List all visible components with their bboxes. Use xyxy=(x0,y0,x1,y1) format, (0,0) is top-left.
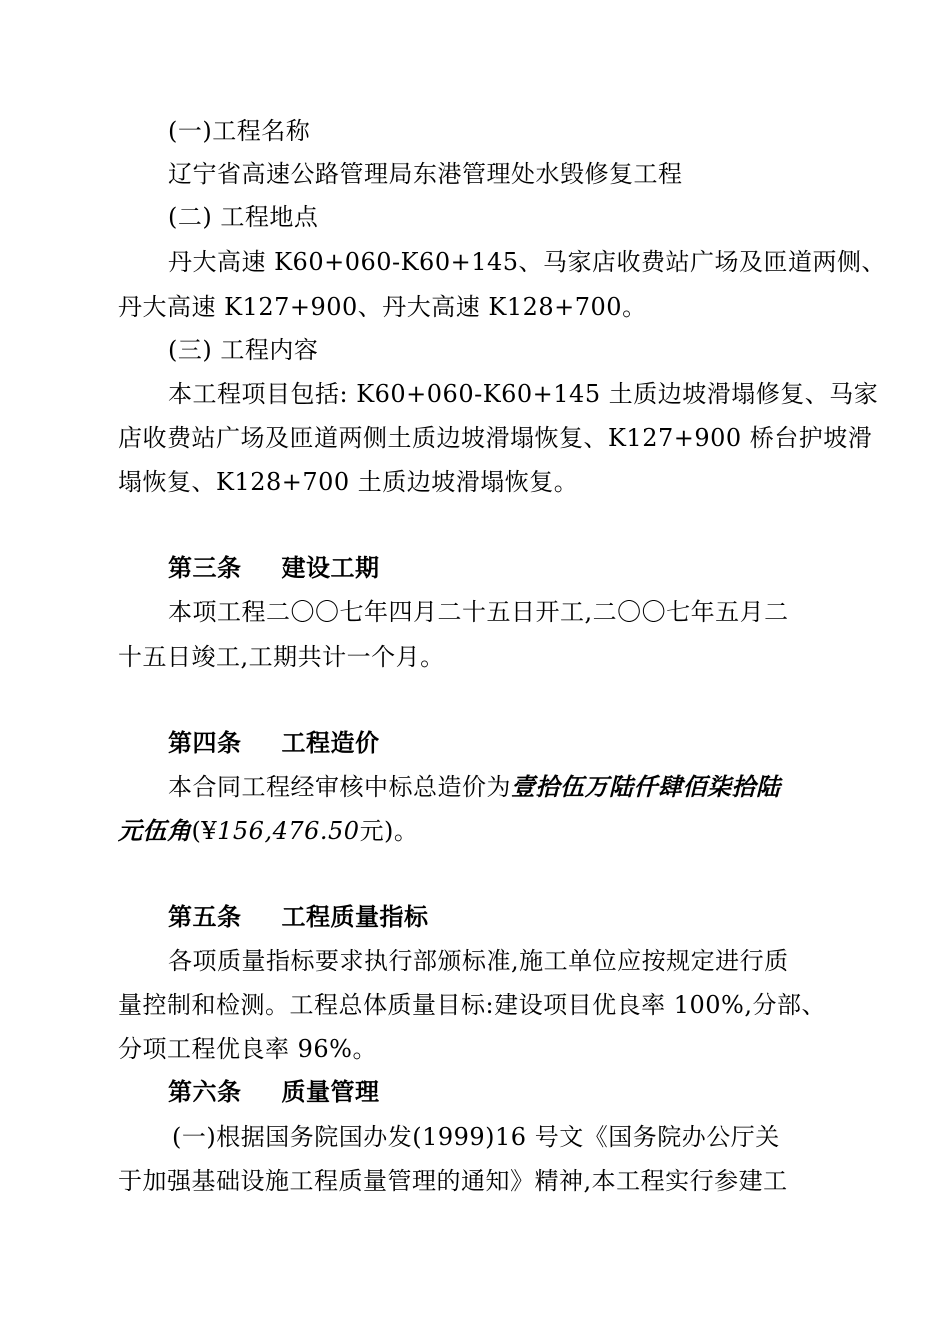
article-6-heading xyxy=(168,1075,380,1109)
section-heading-project-name: (一)工程名称 xyxy=(168,117,311,145)
article-6-line-2: 于加强基础设施工程质量管理的通知》精神,本工程实行参建工 xyxy=(118,1167,788,1195)
amount-open: (¥ xyxy=(191,817,218,845)
project-name-text: 辽宁省高速公路管理局东港管理处水毁修复工程 xyxy=(168,160,683,188)
article-6-line-1: (一)根据国务院国办发(1999)16 号文《国务院办公厅关 xyxy=(172,1123,780,1151)
amount-number: 156,476.50 xyxy=(217,817,360,845)
amount-close: 元)。 xyxy=(359,817,419,845)
article-4-number: 第四条 xyxy=(168,729,242,757)
article-4-heading xyxy=(168,726,380,760)
section-heading-location: (二) 工程地点 xyxy=(168,203,319,231)
content-text-line-2: 店收费站广场及匝道两侧土质边坡滑塌恢复、K127+900 桥台护坡滑 xyxy=(118,424,873,452)
article-5-heading xyxy=(168,900,429,934)
article-5-line-1: 各项质量指标要求执行部颁标准,施工单位应按规定进行质 xyxy=(168,947,789,975)
article-4-line-2 xyxy=(118,814,418,848)
location-text-line-2: 丹大高速 K127+900、丹大高速 K128+700。 xyxy=(118,293,647,321)
article-4-line-1-prefix: 本合同工程经审核中标总造价为 xyxy=(168,773,511,801)
article-3-number: 第三条 xyxy=(168,554,242,582)
amount-in-words-part-1: 壹拾伍万陆仟肆佰柒拾陆 xyxy=(511,772,781,801)
content-text-line-1: 本工程项目包括: K60+060-K60+145 土质边坡滑塌修复、马家 xyxy=(168,380,879,408)
article-4-title: 工程造价 xyxy=(281,729,380,757)
section-heading-content: (三) 工程内容 xyxy=(168,336,319,364)
article-4-line-1 xyxy=(168,770,781,804)
location-text-line-1: 丹大高速 K60+060-K60+145、马家店收费站广场及匝道两侧、 xyxy=(168,248,887,276)
article-3-line-2: 十五日竣工,工期共计一个月。 xyxy=(118,643,445,671)
article-5-number: 第五条 xyxy=(168,903,242,931)
article-5-title: 工程质量指标 xyxy=(281,903,429,931)
article-6-title: 质量管理 xyxy=(281,1078,380,1106)
article-3-heading xyxy=(168,551,380,585)
content-text-line-3: 塌恢复、K128+700 土质边坡滑塌恢复。 xyxy=(118,468,579,496)
article-3-title: 建设工期 xyxy=(281,554,380,582)
article-6-number: 第六条 xyxy=(168,1078,242,1106)
article-5-line-2: 量控制和检测。工程总体质量目标:建设项目优良率 100%,分部、 xyxy=(118,991,826,1019)
article-3-line-1: 本项工程二〇〇七年四月二十五日开工,二〇〇七年五月二 xyxy=(168,598,789,626)
article-5-line-3: 分项工程优良率 96%。 xyxy=(118,1035,377,1063)
amount-in-words-part-2: 元伍角 xyxy=(118,816,192,845)
